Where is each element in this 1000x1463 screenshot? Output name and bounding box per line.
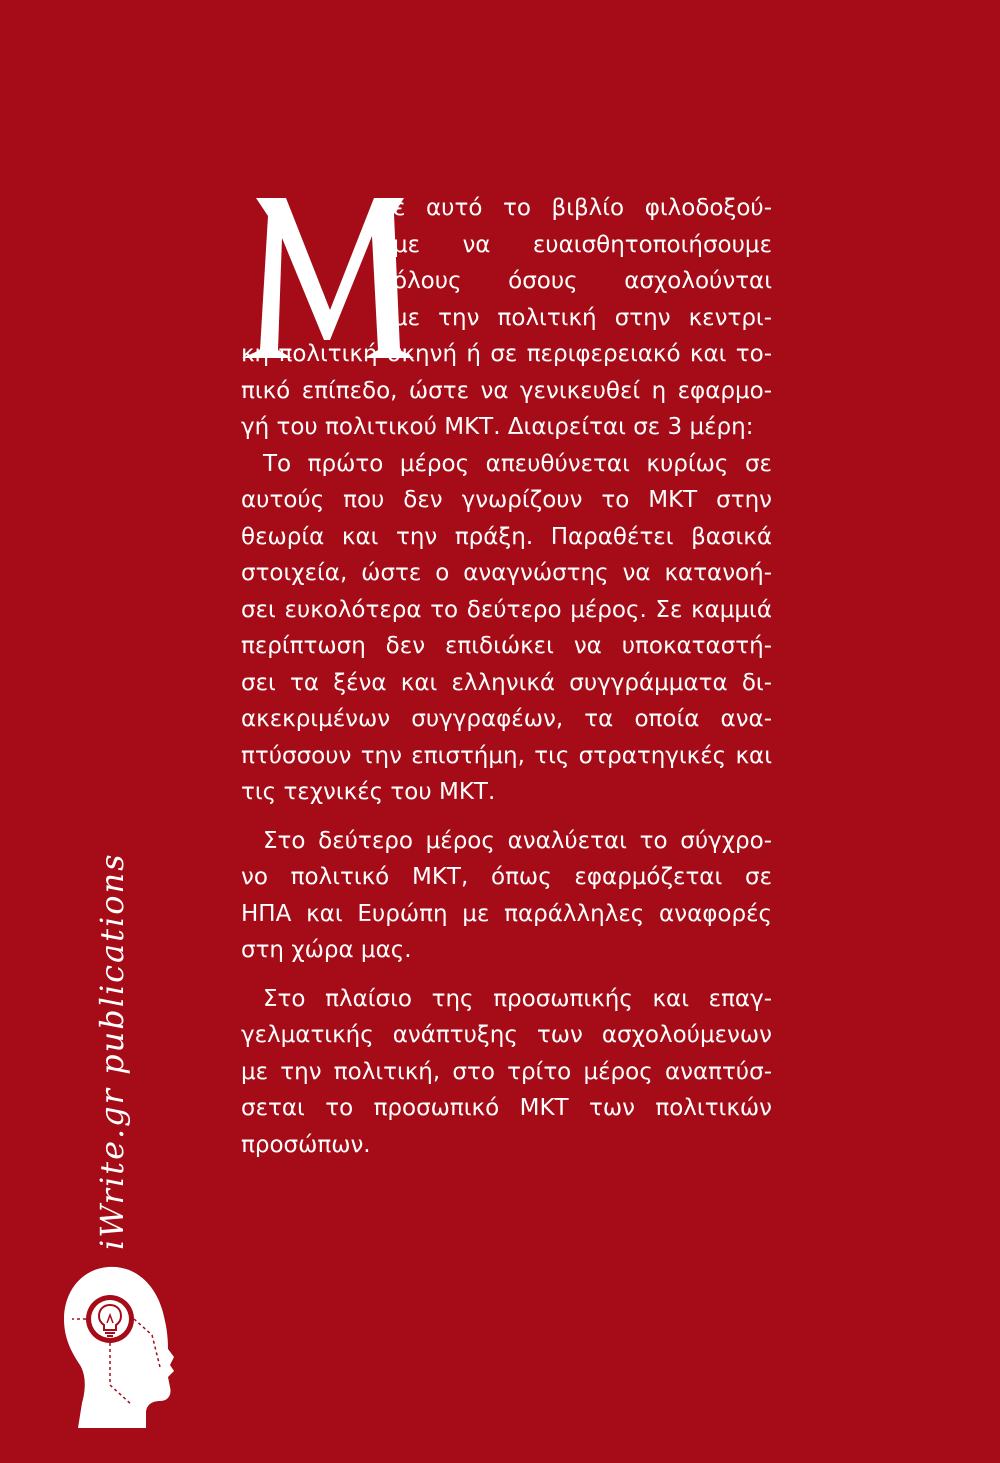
blurb-line: όλους όσους ασχολούνται bbox=[393, 268, 772, 294]
blurb-line: ΗΠΑ και Ευρώπη με παράλληλες αναφορές bbox=[241, 900, 772, 927]
blurb-line: πτύσσουν την επιστήμη, τις στρατηγικές και bbox=[241, 742, 772, 769]
blurb-line: προσώπων. bbox=[241, 1131, 371, 1158]
blurb-line: ακεκριμένων συγγραφέων, τα οποία ανα- bbox=[241, 706, 772, 732]
blurb-text bbox=[241, 190, 772, 1163]
blurb-line: με την πολιτική, στο τρίτο μέρος αναπτύσ- bbox=[241, 1058, 772, 1085]
blurb-line: με την πολιτική στην κεντρι- bbox=[393, 304, 772, 331]
blurb-line: τις τεχνικές του ΜΚΤ. bbox=[241, 779, 496, 805]
blurb-line: θεωρία και την πράξη. Παραθέτει βασικά bbox=[241, 523, 772, 550]
blurb-line: γή του πολιτικού ΜΚΤ. Διαιρείται σε 3 μέρη: bbox=[241, 414, 754, 440]
blurb-line: στοιχεία, ώστε ο αναγνώστης να κατανοή- bbox=[241, 560, 772, 586]
head-with-lightbulb-icon bbox=[62, 1265, 182, 1430]
blurb-line: πικό επίπεδο, ώστε να γενικευθεί η εφαρμο- bbox=[241, 377, 772, 404]
blurb-line: νο πολιτικό ΜΚΤ, όπως εφαρμόζεται σε bbox=[241, 864, 772, 890]
blurb-line: ε αυτό το βιβλίο φιλοδοξού- bbox=[393, 195, 772, 221]
blurb-line: περίπτωση δεν επιδιώκει να υποκαταστή- bbox=[241, 633, 772, 659]
publisher-logo bbox=[62, 1265, 182, 1430]
blurb-line: Το πρώτο μέρος απευθύνεται κυρίως σε bbox=[263, 450, 772, 477]
blurb-line: σει τα ξένα και ελληνικά συγγράμματα δι- bbox=[241, 669, 772, 696]
blurb-line: αυτούς που δεν γνωρίζουν το ΜΚΤ στην bbox=[241, 487, 772, 513]
blurb-line: σει ευκολότερα το δεύτερο μέρος. Σε καμμιά bbox=[241, 596, 772, 623]
blurb-line: γελματικής ανάπτυξης των ασχολούμενων bbox=[241, 1022, 772, 1048]
blurb-line: με να ευαισθητοποιήσουμε bbox=[393, 231, 772, 258]
blurb-line: σεται το προσωπικό ΜΚΤ των πολιτικών bbox=[241, 1095, 772, 1121]
blurb-line: Στο πλαίσιο της προσωπικής και επαγ- bbox=[263, 985, 772, 1012]
blurb-line: κή πολιτική σκηνή ή σε περιφερειακό και το- bbox=[241, 341, 772, 367]
blurb-line: Στο δεύτερο μέρος αναλύεται το σύγχρο- bbox=[263, 827, 772, 854]
publisher-name: iWrite.gr publications bbox=[93, 852, 131, 1250]
blurb-line: στη χώρα μας. bbox=[241, 937, 412, 963]
